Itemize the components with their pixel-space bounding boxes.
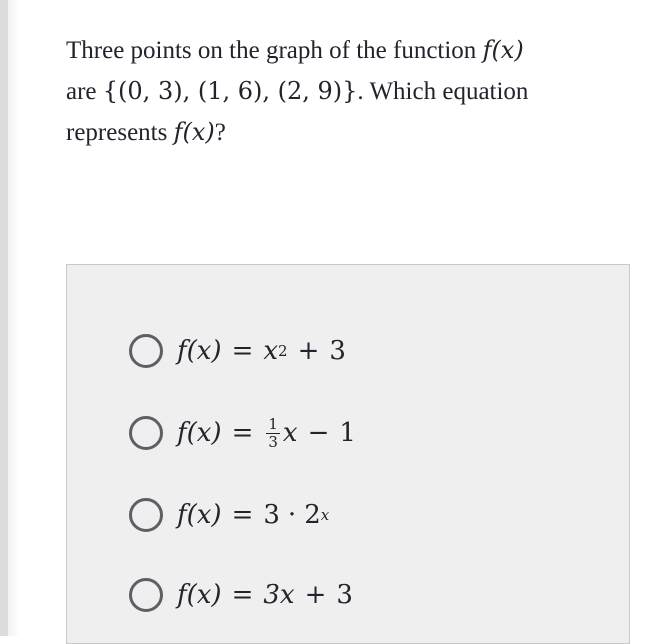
choice-c-base: 2 [304,500,321,530]
choice-b-equals: = [231,418,254,448]
choice-c-coefficient: 3 [263,500,280,530]
question-line2-post: . Which equation [357,78,529,105]
choice-c-expression: f(x) = 3 · 2 x [177,500,330,530]
choice-c-equals: = [231,500,254,530]
question-function-label-2: f(x) [173,118,215,146]
question-line3-text: represents [66,119,174,146]
choice-d-constant: 3 [336,580,353,610]
choice-d-expression [177,580,353,610]
choice-d-equals: = [231,580,254,610]
question-mark: ? [214,119,226,146]
choice-a-lhs: f(x) [177,336,222,366]
choice-b-expression [177,414,356,451]
choice-b-variable: x [282,418,298,448]
answer-choices-panel [66,264,630,644]
choice-a-operator: + [297,336,320,366]
choice-a[interactable] [129,331,346,371]
choice-b-denominator: 3 [268,432,278,451]
choice-d[interactable] [129,575,353,615]
choice-b-numerator: 1 [268,414,278,433]
choice-a-base: x [263,336,279,366]
radio-button-d[interactable] [129,578,163,612]
radio-button-a[interactable] [129,334,163,368]
question-line2-pre: are [66,78,103,105]
choice-d-term: 3x [263,580,295,610]
choice-b-lhs: f(x) [177,418,222,448]
choice-b[interactable] [129,413,356,453]
left-edge-shadow [0,0,8,636]
question-points-set: {(0, 3), (1, 6), (2, 9)} [102,77,358,105]
radio-button-c[interactable] [129,498,163,532]
choice-c-operator: · [287,500,297,530]
choice-a-expression: f(x) = x 2 + 3 [177,336,346,366]
choice-d-operator: + [304,580,327,610]
question-line1-text: Three points on the graph of the function [66,37,483,64]
choice-d-lhs: f(x) [177,580,222,610]
choice-c[interactable] [129,495,329,535]
choice-b-constant: 1 [339,418,356,448]
choice-a-constant: 3 [329,336,346,366]
choice-c-lhs: f(x) [177,500,222,530]
choice-b-operator: − [307,418,330,448]
choice-b-fraction [266,414,280,451]
choice-a-equals: = [231,336,254,366]
radio-button-b[interactable] [129,416,163,450]
question-function-label: f(x) [482,36,524,64]
question-text [66,30,626,153]
